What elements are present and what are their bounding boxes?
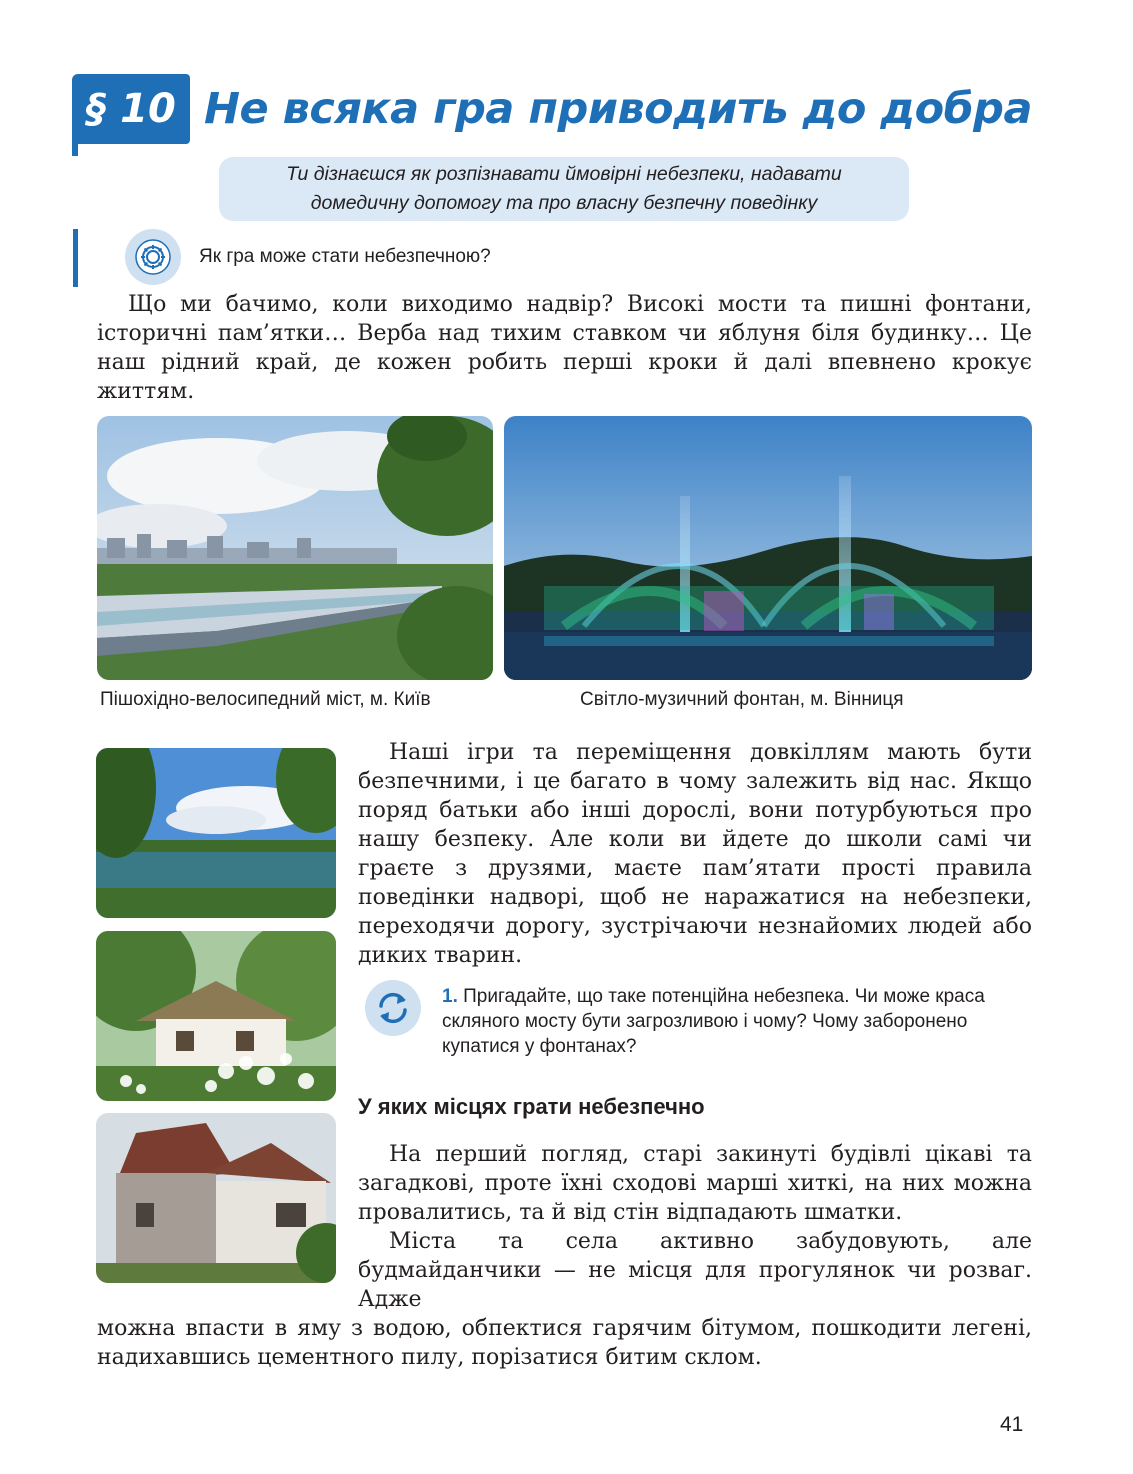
paragraph-badge: § 10 [72,74,190,144]
paragraph-text: Міста та села активно забудовують, але будмайданчики — не місця для прогулянок чи розваг. Адже [358,1229,1032,1312]
paragraph-buildings [358,1140,1032,1314]
bridge-caption: Пішохідно-велосипедний міст, м. Київ [100,689,431,710]
task-number: 1. [442,986,458,1007]
refresh-icon [365,980,421,1036]
fountain-caption: Світло-музичний фонтан, м. Вінниця [580,689,904,710]
gear-icon [125,229,181,285]
section-heading: У яких місцях грати небезпечно [358,1094,705,1119]
bridge-photo [97,416,493,680]
learning-goals-line-1: Ти дізнаєшся як розпізнавати ймовірні небезпеки, надавати [286,163,842,185]
section-marker-bar [73,229,78,287]
learning-goals-box [219,157,909,221]
badge-tail [72,138,78,156]
task-1 [442,984,1032,1059]
task-text: Пригадайте, що таке потенційна небезпека. Чи може краса скляного мосту бути загрозливою і чому? Чому заборонено купатися у фонтанах? [442,986,985,1057]
village-house-photo [96,931,336,1101]
lake-photo [96,748,336,918]
fountain-photo [504,416,1032,680]
page-number: 41 [1000,1413,1024,1436]
paragraph-safety [358,738,1032,970]
paragraph-intro [97,290,1032,406]
paragraph-text: Що ми бачимо, коли виходимо надвір? Високі мости та пишні фонтани, історичні пам’ятки… Верба над тихим ставком чи яблуня біля будинку… Це наш рідний край, де кожен робить перші кроки й далі впевнено крокує життям. [97,292,1032,404]
paragraph-text: На перший погляд, старі закинуті будівлі цікаві та загадкові, проте їхні сходові марші хиткі, на них можна провалитись, та й від стін відпадають шматки. [358,1142,1032,1225]
paragraph-text: Наші ігри та переміщення довкіллям мають бути безпечними, і це багато в чому залежить від нас. Якщо поряд батьки або інші дорослі, вони потурбуються про нашу безпеку. Але коли ви йдете до школи самі чи граєте з друзями, маєте пам’ятати прості правила поведінки надворі, щоб не наражатися на небезпеки, переходячи дорогу, зустрічаючи незнайомих людей або диких тварин. [358,740,1032,968]
learning-goals-line-2: домедичну допомогу та про власну безпечну поведінку [310,192,818,214]
paragraph-text: можна впасти в яму з водою, обпектися гарячим бітумом, пошкодити легені, надихавшись цементного пилу, порізатися битим склом. [97,1316,1032,1370]
question-text: Як гра може стати небезпечною? [199,246,491,267]
paragraph-construction [97,1314,1032,1372]
page-title: Не всяка гра приводить до добра [204,84,1032,134]
abandoned-building-photo [96,1113,336,1283]
